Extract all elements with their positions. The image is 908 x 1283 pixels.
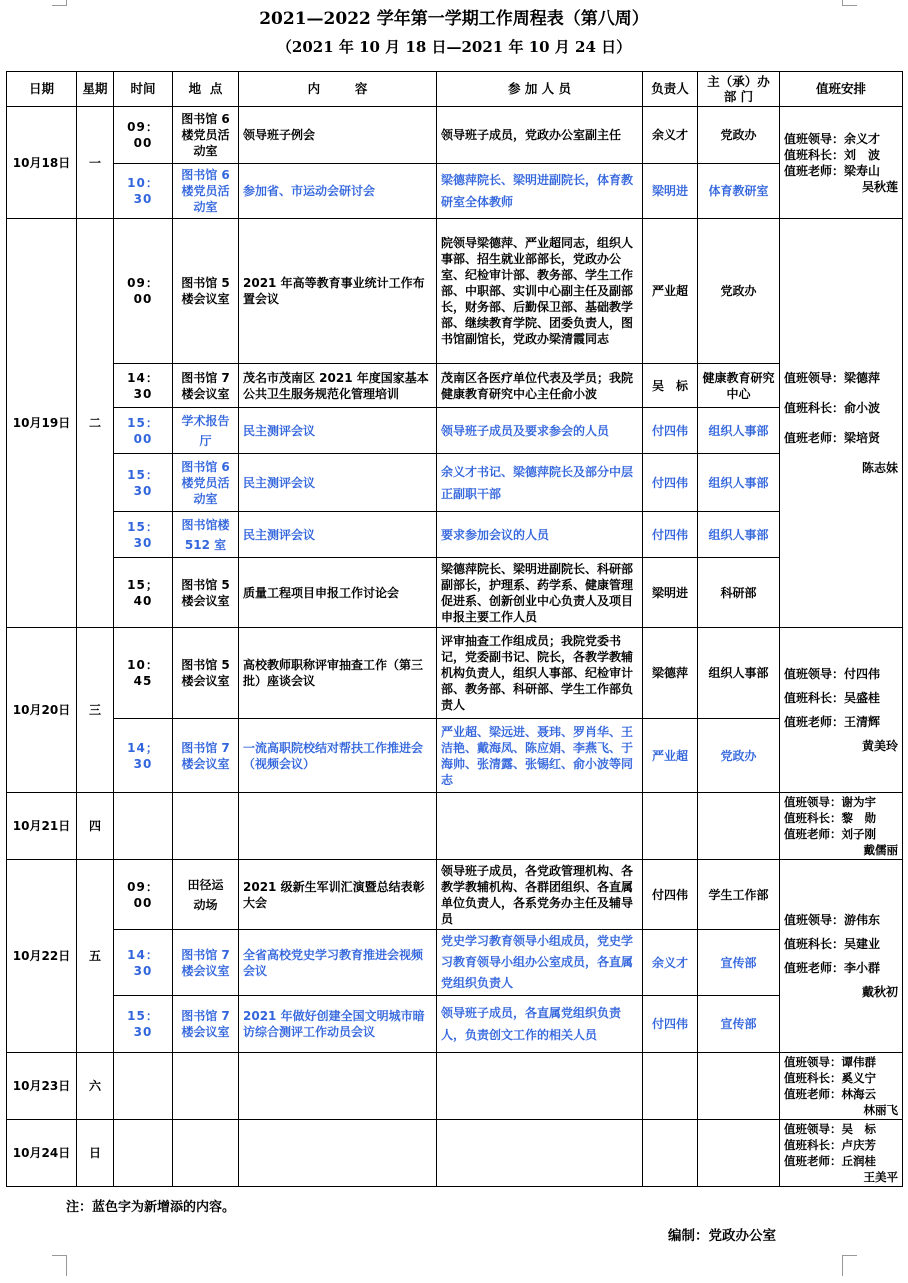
place-cell: 图书馆 6 楼党员活动室 bbox=[173, 164, 239, 219]
duty-teacher-2: 林丽飞 bbox=[863, 1103, 898, 1117]
document-subtitle: （2021 年 10 月 18 日—2021 年 10 月 24 日） bbox=[276, 38, 632, 56]
place-cell: 图书馆 7 楼会议室 bbox=[173, 930, 239, 996]
header-place: 地 点 bbox=[173, 72, 239, 107]
content-cell bbox=[239, 1120, 437, 1187]
table-row bbox=[7, 107, 903, 164]
date-cell: 10月18日 bbox=[7, 107, 77, 219]
time-cell bbox=[114, 1120, 173, 1187]
participants-cell: 严业超、梁远进、聂玮、罗肖华、王洁艳、戴海凤、陈应娟、李燕飞、于海帅、张清露、张锡红、俞小波等同志 bbox=[437, 719, 643, 793]
header-time: 时间 bbox=[114, 72, 173, 107]
header-dept: 主（承）办部 门 bbox=[698, 72, 780, 107]
place-cell: 图书馆楼 512 室 bbox=[173, 512, 239, 558]
table-row bbox=[7, 860, 903, 930]
owner-cell bbox=[643, 793, 698, 860]
place-cell: 图书馆 6 楼党员活动室 bbox=[173, 454, 239, 512]
content-cell: 2021 年做好创建全国文明城市暗访综合测评工作动员会议 bbox=[239, 996, 437, 1053]
time-cell: 15：00 bbox=[114, 408, 173, 454]
participants-cell: 领导班子成员，各党政管理机构、各教学教辅机构、各群团组织、各直属单位负责人，各系党务办主任及辅导员 bbox=[437, 860, 643, 930]
dept-cell: 体育教研室 bbox=[698, 164, 780, 219]
content-cell: 高校教师职称评审抽查工作（第三批）座谈会议 bbox=[239, 628, 437, 719]
duty-teacher-2: 戴秋初 bbox=[861, 985, 898, 999]
place-cell: 图书馆 7 楼会议室 bbox=[173, 719, 239, 793]
participants-cell: 梁德萍院长、梁明进副院长，体育教研室全体教师 bbox=[437, 164, 643, 219]
dept-cell: 宣传部 bbox=[698, 930, 780, 996]
content-cell: 全省高校党史学习教育推进会视频会议 bbox=[239, 930, 437, 996]
place-cell: 图书馆 5 楼会议室 bbox=[173, 558, 239, 628]
place-cell: 图书馆 5 楼会议室 bbox=[173, 219, 239, 364]
dept-cell bbox=[698, 793, 780, 860]
content-cell bbox=[239, 1053, 437, 1120]
place-cell bbox=[173, 793, 239, 860]
owner-cell: 梁明进 bbox=[643, 558, 698, 628]
participants-cell: 院领导梁德萍、严业超同志，组织人事部、招生就业部部长，党政办公室、纪检审计部、教务部、学生工作部、中职部、实训中心副主任及副部长，财务部、后勤保卫部、基础教学部、继续教育学院、团委负责人，图书馆副馆长，党政办梁清霞同志 bbox=[437, 219, 643, 364]
dept-cell bbox=[698, 1120, 780, 1187]
table-row bbox=[7, 364, 903, 408]
owner-cell: 吴 标 bbox=[643, 364, 698, 408]
place-cell: 学术报告厅 bbox=[173, 408, 239, 454]
dept-cell: 健康教育研究中心 bbox=[698, 364, 780, 408]
table-row bbox=[7, 512, 903, 558]
owner-cell: 严业超 bbox=[643, 719, 698, 793]
content-cell: 一流高职院校结对帮扶工作推进会（视频会议） bbox=[239, 719, 437, 793]
owner-cell: 付四伟 bbox=[643, 408, 698, 454]
place-cell: 图书馆 5 楼会议室 bbox=[173, 628, 239, 719]
table-row bbox=[7, 719, 903, 793]
table-row bbox=[7, 1053, 903, 1120]
duty-leader: 值班领导：谭伟群 bbox=[784, 1055, 876, 1069]
header-duty: 值班安排 bbox=[780, 72, 903, 107]
duty-chief: 值班科长：奚义宁 bbox=[784, 1071, 876, 1085]
participants-cell: 要求参加会议的人员 bbox=[437, 512, 643, 558]
duty-teacher-2: 戴儒丽 bbox=[863, 843, 898, 857]
table-row bbox=[7, 930, 903, 996]
header-content: 内 容 bbox=[239, 72, 437, 107]
header-participants: 参 加 人 员 bbox=[437, 72, 643, 107]
duty-teacher: 值班老师：王清辉 bbox=[784, 715, 881, 729]
duty-teacher-2: 陈志妹 bbox=[861, 461, 898, 475]
time-cell: 10：45 bbox=[114, 628, 173, 719]
table-row bbox=[7, 164, 903, 219]
duty-leader: 值班领导：付四伟 bbox=[784, 667, 881, 681]
weekday-cell: 六 bbox=[77, 1053, 114, 1120]
time-cell: 10：30 bbox=[114, 164, 173, 219]
header-row bbox=[7, 72, 903, 107]
owner-cell bbox=[643, 1120, 698, 1187]
place-cell: 图书馆 7 楼会议室 bbox=[173, 364, 239, 408]
weekday-cell: 四 bbox=[77, 793, 114, 860]
duty-cell bbox=[780, 860, 903, 1053]
owner-cell: 付四伟 bbox=[643, 512, 698, 558]
weekday-cell: 二 bbox=[77, 219, 114, 628]
dept-cell: 组织人事部 bbox=[698, 454, 780, 512]
participants-cell bbox=[437, 1053, 643, 1120]
table-row bbox=[7, 408, 903, 454]
date-cell: 10月22日 bbox=[7, 860, 77, 1053]
header-owner: 负责人 bbox=[643, 72, 698, 107]
dept-cell: 学生工作部 bbox=[698, 860, 780, 930]
dept-cell: 党政办 bbox=[698, 107, 780, 164]
dept-cell: 组织人事部 bbox=[698, 408, 780, 454]
duty-teacher: 值班老师：林海云 bbox=[784, 1087, 876, 1101]
place-cell: 图书馆 7 楼会议室 bbox=[173, 996, 239, 1053]
duty-leader: 值班领导：游伟东 bbox=[784, 913, 881, 927]
duty-teacher: 值班老师：梁培贤 bbox=[784, 431, 881, 445]
participants-cell: 领导班子成员，各直属党组织负责人，负责创文工作的相关人员 bbox=[437, 996, 643, 1053]
header-date: 日期 bbox=[7, 72, 77, 107]
date-cell: 10月20日 bbox=[7, 628, 77, 793]
duty-leader: 值班领导：余义才 bbox=[784, 131, 881, 146]
duty-chief: 值班科长：卢庆芳 bbox=[784, 1138, 876, 1152]
time-cell bbox=[114, 793, 173, 860]
duty-cell bbox=[780, 628, 903, 793]
duty-teacher-2: 王美平 bbox=[863, 1170, 898, 1184]
duty-teacher-2: 黄美玲 bbox=[861, 739, 898, 753]
duty-chief: 值班科长：刘 波 bbox=[784, 147, 881, 162]
time-cell: 15：30 bbox=[114, 454, 173, 512]
content-cell: 参加省、市运动会研讨会 bbox=[239, 164, 437, 219]
dept-cell: 党政办 bbox=[698, 219, 780, 364]
editor-credit: 编制：党政办公室 bbox=[668, 1228, 776, 1244]
duty-chief: 值班科长：黎 勋 bbox=[784, 811, 876, 825]
duty-chief: 值班科长：吴建业 bbox=[784, 937, 881, 951]
duty-teacher: 值班老师：梁寿山 bbox=[784, 163, 881, 178]
owner-cell: 梁德萍 bbox=[643, 628, 698, 719]
time-cell: 14：30 bbox=[114, 364, 173, 408]
participants-cell: 梁德萍院长、梁明进副院长、科研部副部长，护理系、药学系、健康管理促进系、创新创业中心负责人及项目申报主要工作人员 bbox=[437, 558, 643, 628]
owner-cell: 付四伟 bbox=[643, 454, 698, 512]
participants-cell: 余义才书记、梁德萍院长及部分中层正副职干部 bbox=[437, 454, 643, 512]
duty-teacher: 值班老师：刘子刚 bbox=[784, 827, 876, 841]
content-cell: 民主测评会议 bbox=[239, 454, 437, 512]
participants-cell: 领导班子成员及要求参会的人员 bbox=[437, 408, 643, 454]
time-cell: 09：00 bbox=[114, 107, 173, 164]
content-cell: 民主测评会议 bbox=[239, 408, 437, 454]
dept-cell bbox=[698, 1053, 780, 1120]
weekday-cell: 三 bbox=[77, 628, 114, 793]
dept-cell: 组织人事部 bbox=[698, 628, 780, 719]
date-cell: 10月23日 bbox=[7, 1053, 77, 1120]
dept-cell: 党政办 bbox=[698, 719, 780, 793]
content-cell: 领导班子例会 bbox=[239, 107, 437, 164]
duty-cell bbox=[780, 1120, 903, 1187]
owner-cell: 付四伟 bbox=[643, 860, 698, 930]
schedule-table bbox=[6, 71, 903, 1187]
dept-cell: 宣传部 bbox=[698, 996, 780, 1053]
dept-cell: 组织人事部 bbox=[698, 512, 780, 558]
table-row bbox=[7, 219, 903, 364]
duty-cell bbox=[780, 793, 903, 860]
weekday-cell: 五 bbox=[77, 860, 114, 1053]
table-row bbox=[7, 793, 903, 860]
table-row bbox=[7, 454, 903, 512]
dept-cell: 科研部 bbox=[698, 558, 780, 628]
table-row bbox=[7, 628, 903, 719]
header-weekday: 星期 bbox=[77, 72, 114, 107]
duty-cell bbox=[780, 107, 903, 219]
time-cell: 09：00 bbox=[114, 219, 173, 364]
participants-cell: 评审抽查工作组成员；我院党委书记，党委副书记、院长，各教学教辅机构负责人，组织人事部、纪检审计部、教务部、科研部、学生工作部负责人 bbox=[437, 628, 643, 719]
duty-cell bbox=[780, 219, 903, 628]
owner-cell: 余义才 bbox=[643, 107, 698, 164]
duty-teacher-2: 吴秋莲 bbox=[861, 179, 898, 194]
document-title: 2021—2022 学年第一学期工作周程表（第八周） bbox=[259, 9, 649, 29]
content-cell bbox=[239, 793, 437, 860]
date-cell: 10月24日 bbox=[7, 1120, 77, 1187]
owner-cell: 梁明进 bbox=[643, 164, 698, 219]
content-cell: 2021 级新生军训汇演暨总结表彰大会 bbox=[239, 860, 437, 930]
table-row bbox=[7, 558, 903, 628]
date-cell: 10月21日 bbox=[7, 793, 77, 860]
duty-teacher: 值班老师：李小群 bbox=[784, 961, 881, 975]
page-corner-mark bbox=[842, 1255, 857, 1276]
place-cell: 图书馆 6 楼党员活动室 bbox=[173, 107, 239, 164]
date-cell: 10月19日 bbox=[7, 219, 77, 628]
place-cell bbox=[173, 1120, 239, 1187]
participants-cell: 党史学习教育领导小组成员，党史学习教育领导小组办公室成员，各直属党组织负责人 bbox=[437, 930, 643, 996]
duty-chief: 值班科长：吴盛桂 bbox=[784, 691, 881, 705]
table-row bbox=[7, 1120, 903, 1187]
content-cell: 2021 年高等教育事业统计工作布置会议 bbox=[239, 219, 437, 364]
duty-cell bbox=[780, 1053, 903, 1120]
participants-cell bbox=[437, 793, 643, 860]
owner-cell bbox=[643, 1053, 698, 1120]
place-cell: 田径运动场 bbox=[173, 860, 239, 930]
footnote: 注：蓝色字为新增添的内容。 bbox=[66, 1200, 236, 1215]
duty-leader: 值班领导：吴 标 bbox=[784, 1122, 876, 1136]
duty-chief: 值班科长：俞小波 bbox=[784, 401, 881, 415]
time-cell: 14；30 bbox=[114, 719, 173, 793]
owner-cell: 余义才 bbox=[643, 930, 698, 996]
content-cell: 茂名市茂南区 2021 年度国家基本公共卫生服务规范化管理培训 bbox=[239, 364, 437, 408]
weekday-cell: 一 bbox=[77, 107, 114, 219]
time-cell bbox=[114, 1053, 173, 1120]
time-cell: 14：30 bbox=[114, 930, 173, 996]
time-cell: 09：00 bbox=[114, 860, 173, 930]
place-cell bbox=[173, 1053, 239, 1120]
page-corner-mark bbox=[52, 1255, 67, 1276]
time-cell: 15；40 bbox=[114, 558, 173, 628]
owner-cell: 付四伟 bbox=[643, 996, 698, 1053]
time-cell: 15：30 bbox=[114, 512, 173, 558]
content-cell: 质量工程项目申报工作讨论会 bbox=[239, 558, 437, 628]
participants-cell bbox=[437, 1120, 643, 1187]
owner-cell: 严业超 bbox=[643, 219, 698, 364]
participants-cell: 领导班子成员，党政办公室副主任 bbox=[437, 107, 643, 164]
weekday-cell: 日 bbox=[77, 1120, 114, 1187]
table-row bbox=[7, 996, 903, 1053]
duty-teacher: 值班老师：丘润桂 bbox=[784, 1154, 876, 1168]
time-cell: 15：30 bbox=[114, 996, 173, 1053]
duty-leader: 值班领导：谢为宇 bbox=[784, 795, 876, 809]
content-cell: 民主测评会议 bbox=[239, 512, 437, 558]
participants-cell: 茂南区各医疗单位代表及学员；我院健康教育研究中心主任俞小波 bbox=[437, 364, 643, 408]
duty-leader: 值班领导：梁德萍 bbox=[784, 371, 881, 385]
